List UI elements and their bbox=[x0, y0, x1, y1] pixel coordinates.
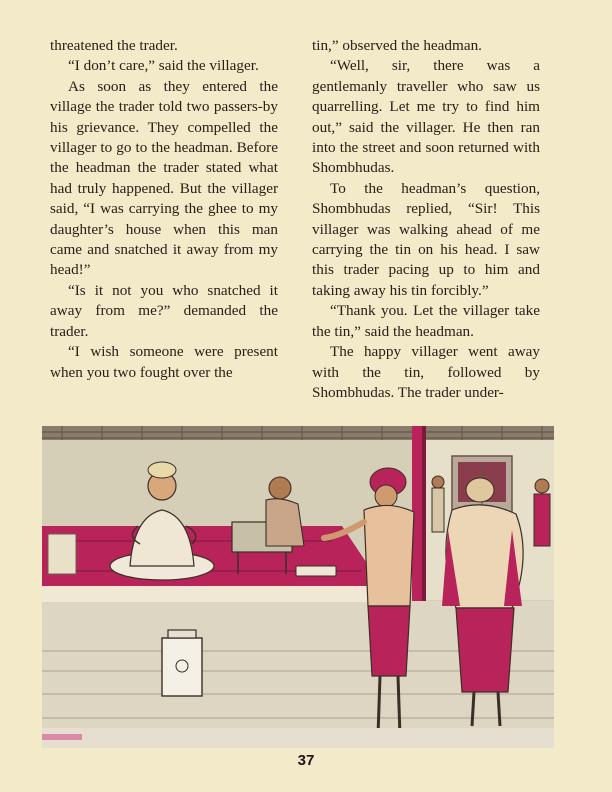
paragraph: As soon as they entered the village the trader told two passers-by his grievance. They compelled the villager to go to the headman. Before the headman the trader stated what had truly happened. But the villager said, “I was carrying the ghee to my daughter’s house when this man came and snatched it away from my head!” bbox=[50, 77, 278, 279]
paragraph: “I wish someone were present when you two fought over the bbox=[50, 343, 278, 381]
paragraph: threatened the trader. bbox=[50, 37, 178, 54]
paragraph: “Well, sir, there was a gentlemanly traveller who saw us quarrelling. Let me try to find him out,” said the villager. He then ran into the street and soon returned with Shombhudas. bbox=[312, 57, 540, 177]
paragraph: tin,” observed the headman. bbox=[312, 37, 482, 54]
paragraph: “Thank you. Let the villager take the tin,” said the headman. bbox=[312, 302, 540, 340]
text-column-left bbox=[50, 36, 278, 383]
page-number: 37 bbox=[297, 752, 315, 769]
paragraph: “Is it not you who snatched it away from me?” demanded the trader. bbox=[50, 281, 278, 340]
text-column-right bbox=[312, 36, 540, 403]
paragraph: “I don’t care,” said the villager. bbox=[68, 57, 259, 75]
story-illustration bbox=[42, 426, 554, 748]
paragraph: To the headman’s question, Shombhudas replied, “Sir! This villager was walking ahead of me carrying the tin on his head. I saw this trader pacing up to him and taking away his tin forcibly.” bbox=[312, 179, 540, 299]
paragraph: The happy villager went away with the tin, followed by Shombhudas. The trader under- bbox=[312, 343, 540, 401]
